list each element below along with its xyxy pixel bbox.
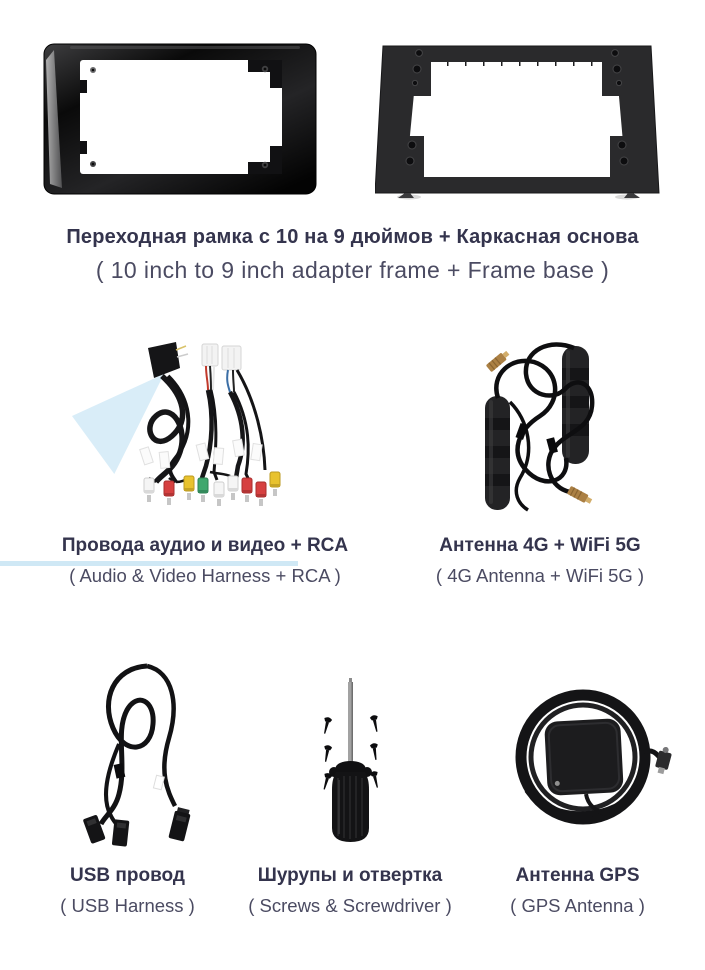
caption-av-harness-en: ( Audio & Video Harness + RCA )	[69, 565, 341, 586]
adapter-frame-photo	[40, 38, 320, 198]
caption-usb-ru: USB провод	[70, 865, 185, 886]
caption-av-harness-ru: Провода аудио и видео + RCA	[61, 535, 349, 556]
caption-4g-antenna-ru: Антенна 4G + WiFi 5G	[439, 535, 641, 556]
frame-base-photo	[375, 42, 660, 200]
gps-antenna-photo	[492, 660, 677, 850]
caption-usb-en: ( USB Harness )	[60, 895, 195, 916]
4g-antenna-photo	[462, 332, 612, 527]
screwdriver	[329, 678, 372, 842]
caption-screws-en: ( Screws & Screwdriver )	[248, 895, 452, 916]
harness-right	[222, 346, 265, 482]
usb-cable-loops	[101, 666, 175, 830]
sma-connector-bottom	[567, 486, 593, 506]
gps-puck	[544, 718, 624, 796]
usb-connectors	[83, 807, 192, 847]
title-en: ( 10 inch to 9 inch adapter frame + Frame base )	[95, 257, 610, 283]
usb-harness-photo	[55, 652, 225, 852]
caption-gps-en: ( GPS Antenna )	[510, 895, 645, 916]
av-harness-photo	[122, 332, 292, 527]
gps-connector	[654, 746, 674, 775]
caption-screws-ru: Шурупы и отвертка	[257, 865, 443, 886]
screws-screwdriver-photo	[292, 678, 412, 853]
caption-4g-antenna-en: ( 4G Antenna + WiFi 5G )	[435, 565, 645, 586]
title-ru: Переходная рамка с 10 на 9 дюймов + Каркасная основа	[66, 226, 639, 248]
caption-gps-ru: Антенна GPS	[515, 865, 640, 886]
